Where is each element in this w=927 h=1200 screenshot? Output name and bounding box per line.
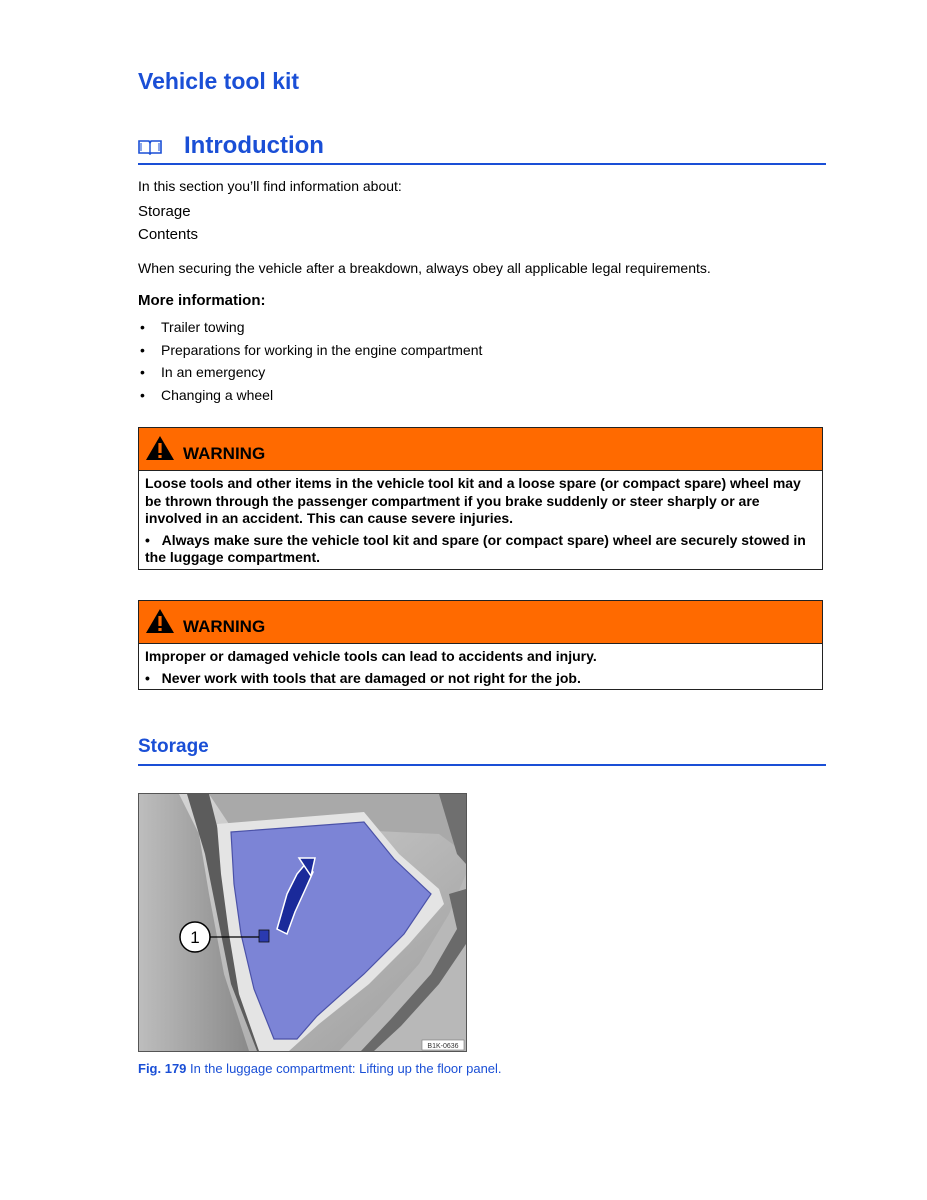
introduction-title: Introduction — [184, 132, 324, 159]
figure-caption-text: In the luggage compartment: Lifting up the floor panel. — [190, 1061, 502, 1076]
figure-number: Fig. 179 — [138, 1061, 187, 1076]
warning-box-damaged-tools — [138, 600, 823, 690]
list-item[interactable]: • Preparations for working in the engine compartment — [140, 341, 483, 358]
legal-note: When securing the vehicle after a breakdown, always obey all applicable legal requirements. — [138, 260, 711, 276]
bullet-icon: • — [145, 669, 150, 686]
bullet-icon: • — [140, 386, 145, 403]
storage-title: Storage — [138, 736, 209, 757]
warning-triangle-icon — [145, 435, 175, 461]
figure-caption — [138, 1061, 502, 1076]
storage-heading — [138, 736, 826, 766]
bullet-icon: • — [145, 531, 150, 548]
callout-number: 1 — [190, 928, 200, 947]
list-item[interactable]: • In an emergency — [140, 364, 266, 381]
warning-label: WARNING — [183, 617, 266, 636]
more-info-list — [138, 318, 482, 408]
bullet-icon: • — [140, 319, 145, 335]
luggage-compartment-illustration — [139, 794, 466, 1051]
warning-bullet: • Never work with tools that are damaged or not right for the job. — [145, 669, 581, 686]
page-title: Vehicle tool kit — [138, 68, 300, 94]
bullet-icon: • — [140, 341, 145, 358]
warning-body — [139, 471, 822, 571]
warning-box-loose-tools — [138, 427, 823, 570]
figure-luggage-compartment — [138, 793, 467, 1052]
warning-triangle-icon — [145, 608, 175, 634]
warning-label: WARNING — [183, 444, 266, 463]
topic-link-contents[interactable]: Contents — [138, 226, 199, 243]
figure-code: B1K-0636 — [427, 1043, 459, 1050]
warning-bar — [139, 601, 822, 644]
introduction-heading — [138, 130, 826, 165]
more-info-label: More information: — [138, 292, 266, 309]
warning-body — [139, 644, 822, 691]
book-icon — [138, 139, 162, 155]
warning-text: Improper or damaged vehicle tools can lead to accidents and injury. — [145, 648, 597, 664]
list-item[interactable]: • Changing a wheel — [140, 386, 274, 403]
intro-lead: In this section you’ll find information about: — [138, 178, 402, 194]
warning-bar — [139, 428, 822, 471]
warning-bullet: • Always make sure the vehicle tool kit and spare (or compact spare) wheel are securely stowed in the luggage compartment. — [145, 531, 806, 565]
bullet-icon: • — [140, 364, 145, 381]
topic-link-storage[interactable]: Storage — [138, 203, 191, 220]
list-item[interactable]: • Trailer towing — [140, 319, 245, 335]
warning-text: Loose tools and other items in the vehicle tool kit and a loose spare (or compact spare) wheel may be thrown through the passenger compartment if you brake suddenly or steer sharply or are involved in an accident. This can cause severe injuries. — [145, 475, 801, 526]
